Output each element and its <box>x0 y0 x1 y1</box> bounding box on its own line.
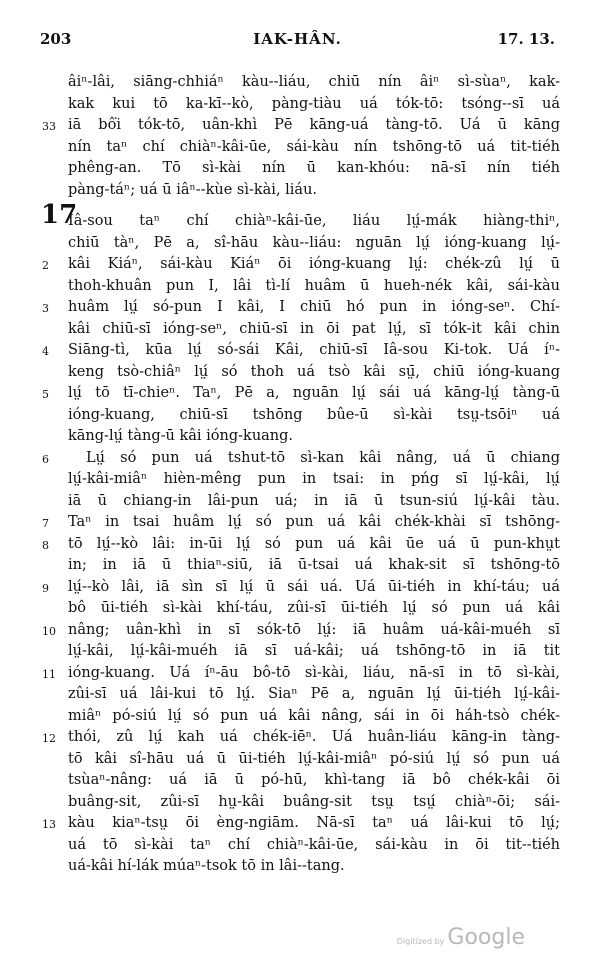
line-text: bô ūi-tiéh sì-kài khí-táu, zûi-sī ūi-tiéh lṳ́ só pun uá kâi <box>68 600 560 616</box>
line-text: kak kui tō ka-kī--kò, pàng-tiàu uá tók-tō: tsóng--sī uá <box>68 95 560 112</box>
verse-number: 7 <box>42 517 49 530</box>
line-text: Taⁿ in tsai huâm lṳ́ só pun uá kâi chék-khài sī tshōng- <box>68 514 560 530</box>
text-line <box>68 276 560 298</box>
text-line <box>42 340 560 362</box>
verse-number: 13 <box>42 818 56 831</box>
line-text: nâng; uân-khì in sī sók-tō lṳ́: iā huâm uá-kâi-muéh sī <box>68 621 560 638</box>
line-text: iā ū chiang-in lâi-pun uá; in iā ū tsun-siú lṳ́-kâi tàu. <box>68 492 560 509</box>
line-text: thoh-khuân pun I, lâi tì-lí huâm ū hueh-nék kâi, sái-kàu <box>68 277 560 294</box>
line-text: kàu kiaⁿ-tsṳ ōi èng-ngiām. Nā-sī taⁿ uá lâi-kui tō lṳ́; <box>68 815 560 831</box>
text-line <box>68 94 560 116</box>
line-text: lṳ́-kâi-miâⁿ hièn-mêng pun in tsai: in pńg sī lṳ́-kâi, lṳ́ <box>68 471 560 487</box>
line-text: kâi Kiáⁿ, sái-kàu Kiáⁿ ōi ióng-kuang lṳ́: chék-zû lṳ́ ū <box>68 256 560 272</box>
line-text: zûi-sī uá lâi-kui tō lṳ́. Siaⁿ Pē a, nguān lṳ́ ūi-tiéh lṳ́-kâi- <box>68 686 560 702</box>
line-text: lṳ́ tō tī-chieⁿ. Taⁿ, Pē a, nguān lṳ́ sái uá kāng-lṳ́ tàng-ū <box>68 385 560 401</box>
digitized-by-google-watermark <box>397 925 525 950</box>
line-text: chiū tàⁿ, Pē a, sî-hāu kàu--liáu: nguān lṳ́ ióng-kuang lṳ́- <box>68 234 560 251</box>
line-text: thói, zû lṳ́ kah uá chék-iēⁿ. Uá huân-liáu kāng-in tàng- <box>68 729 560 745</box>
line-text: huâm lṳ́ só-pun I kâi, I chiū hó pun in ióng-seⁿ. Chí- <box>68 299 560 315</box>
line-text: Lṳ́ só pun uá tshut-tō sì-kan kâi nâng, uá ū chiang <box>86 449 560 466</box>
line-text: nín taⁿ chí chiàⁿ-kâi-ūe, sái-kàu nín tshōng-tō uá tit-tiéh <box>68 138 560 155</box>
google-logo: Google <box>447 925 525 950</box>
verse-number: 11 <box>42 667 56 681</box>
text-line <box>68 706 560 728</box>
text-line <box>68 598 560 620</box>
verse-number: 3 <box>42 302 49 315</box>
verse-number: 6 <box>42 452 49 466</box>
text-line <box>68 72 560 94</box>
chapter-verse-reference: 17. 13. <box>497 30 555 48</box>
text-line <box>68 137 560 159</box>
line-text: Iâ-sou taⁿ chí chiàⁿ-kâi-ūe, liáu lṳ́-mák hiàng-thiⁿ, <box>68 213 560 229</box>
line-text: âiⁿ-lâi, siāng-chhiáⁿ kàu--liáu, chiū nín âiⁿ sì-sùaⁿ, kak- <box>68 74 560 90</box>
text-line <box>68 233 560 255</box>
text-line <box>68 491 560 513</box>
text-line <box>42 254 560 276</box>
line-text: kāng-lṳ́ tàng-ū kâi ióng-kuang. <box>68 428 294 444</box>
text-line <box>42 727 560 749</box>
line-text: ióng-kuang, chiū-sī tshōng bûe-ū sì-kài tsṳ-tsōiⁿ uá <box>68 406 560 423</box>
line-text: uá-kâi hí-lák múaⁿ-tsok tō in lâi--tang. <box>68 858 345 874</box>
text-line <box>68 158 560 180</box>
line-text: tō kâi sî-hāu uá ū ūi-tiéh lṳ́-kâi-miâⁿ pó-siú lṳ́ só pun uá <box>68 750 560 767</box>
verse-number: 12 <box>42 732 56 745</box>
text-line <box>42 577 560 599</box>
verse-number: 4 <box>42 345 49 358</box>
verse-number: 8 <box>42 538 49 552</box>
verse-number: 33 <box>42 120 56 133</box>
line-text: uá tō sì-kài taⁿ chí chiàⁿ-kâi-ūe, sái-kàu in ōi tit--tiéh <box>68 836 560 853</box>
line-text: lṳ́-kâi, lṳ́-kâi-muéh iā sī uá-kâi; uá tshōng-tō in iā tit <box>68 643 560 659</box>
text-line <box>68 426 560 448</box>
line-text: tō lṳ́--kò lâi: in-ūi lṳ́ só pun uá kâi ūe uá ū pun-khṳt <box>68 535 560 552</box>
line-text: iā bô͘i tók-tō, uân-khì Pē kāng-uá tàng-tō. Uá ū kāng <box>68 117 560 133</box>
verse-number: 2 <box>42 259 49 272</box>
text-line <box>42 448 560 470</box>
line-text: Siāng-tì, kūa lṳ́ só-sái Kâi, chiū-sī Iâ-sou Ki-tok. Uá íⁿ- <box>68 342 560 358</box>
text-line <box>68 641 560 663</box>
line-text: phêng-an. Tō sì-kài nín ū kan-khóu: nā-sī nín tiéh <box>68 160 560 176</box>
line-text: tsùaⁿ-nâng: uá iā ū pó-hū, khì-tang iā bô chék-kâi ōi <box>68 772 560 788</box>
text-line <box>68 319 560 341</box>
line-text: pàng-táⁿ; uá ū iâⁿ--kùe sì-kài, liáu. <box>68 181 318 198</box>
watermark-prefix: Digitized by <box>396 937 445 946</box>
text-line <box>68 770 560 792</box>
text-line <box>68 469 560 491</box>
chapter-number: 17 <box>41 200 78 230</box>
text-line <box>68 792 560 814</box>
text-line <box>68 555 560 577</box>
text-line <box>42 383 560 405</box>
running-title: IAK-HÂN. <box>253 30 342 48</box>
text-line <box>68 856 560 878</box>
chapter-17-opening <box>41 200 560 448</box>
verse-number: 5 <box>42 388 49 401</box>
text-line <box>42 115 560 137</box>
text-line <box>68 405 560 427</box>
line-text: ióng-kuang. Uá íⁿ-āu bô-tō sì-kài, liáu, nā-sī in tō sì-kài, <box>68 664 560 681</box>
line-text: keng tsò-chiâⁿ lṳ́ só thoh uá tsò kâi sṳ̄, chiū ióng-kuang <box>68 363 560 380</box>
line-text: buâng-sit, zûi-sī hṳ-kâi buâng-sit tsṳ tsṳ́ chiàⁿ-ōi; sái- <box>68 793 560 810</box>
text-line <box>42 512 560 534</box>
line-text: miâⁿ pó-siú lṳ́ só pun uá kâi nâng, sái in ōi háh-tsò chék- <box>68 707 560 724</box>
text-line <box>42 813 560 835</box>
running-header <box>40 30 555 52</box>
text-line <box>42 620 560 642</box>
text-line <box>42 534 560 556</box>
text-line <box>68 362 560 384</box>
line-text: in; in iā ū thiaⁿ-siū, iā ū-tsai uá khak-sit sī tshōng-tō <box>68 557 560 573</box>
paragraph-continuation <box>42 72 560 201</box>
text-line <box>68 211 560 233</box>
text-line <box>68 749 560 771</box>
verse-number: 10 <box>42 624 56 638</box>
line-text: lṳ́--kò lâi, iā sìn sī lṳ́ ū sái uá. Uá ūi-tiéh in khí-táu; uá <box>68 578 560 595</box>
text-line <box>68 684 560 706</box>
paragraph-verse-6 <box>42 448 560 878</box>
text-body <box>41 72 560 878</box>
text-line <box>68 180 560 202</box>
text-line <box>42 297 560 319</box>
page-number: 203 <box>40 30 72 48</box>
text-line <box>68 835 560 857</box>
text-line <box>42 663 560 685</box>
line-text: kâi chiū-sī ióng-seⁿ, chiū-sī in ōi pat lṳ́, sī tók-it kâi chin <box>68 320 560 337</box>
verse-number: 9 <box>42 581 49 595</box>
